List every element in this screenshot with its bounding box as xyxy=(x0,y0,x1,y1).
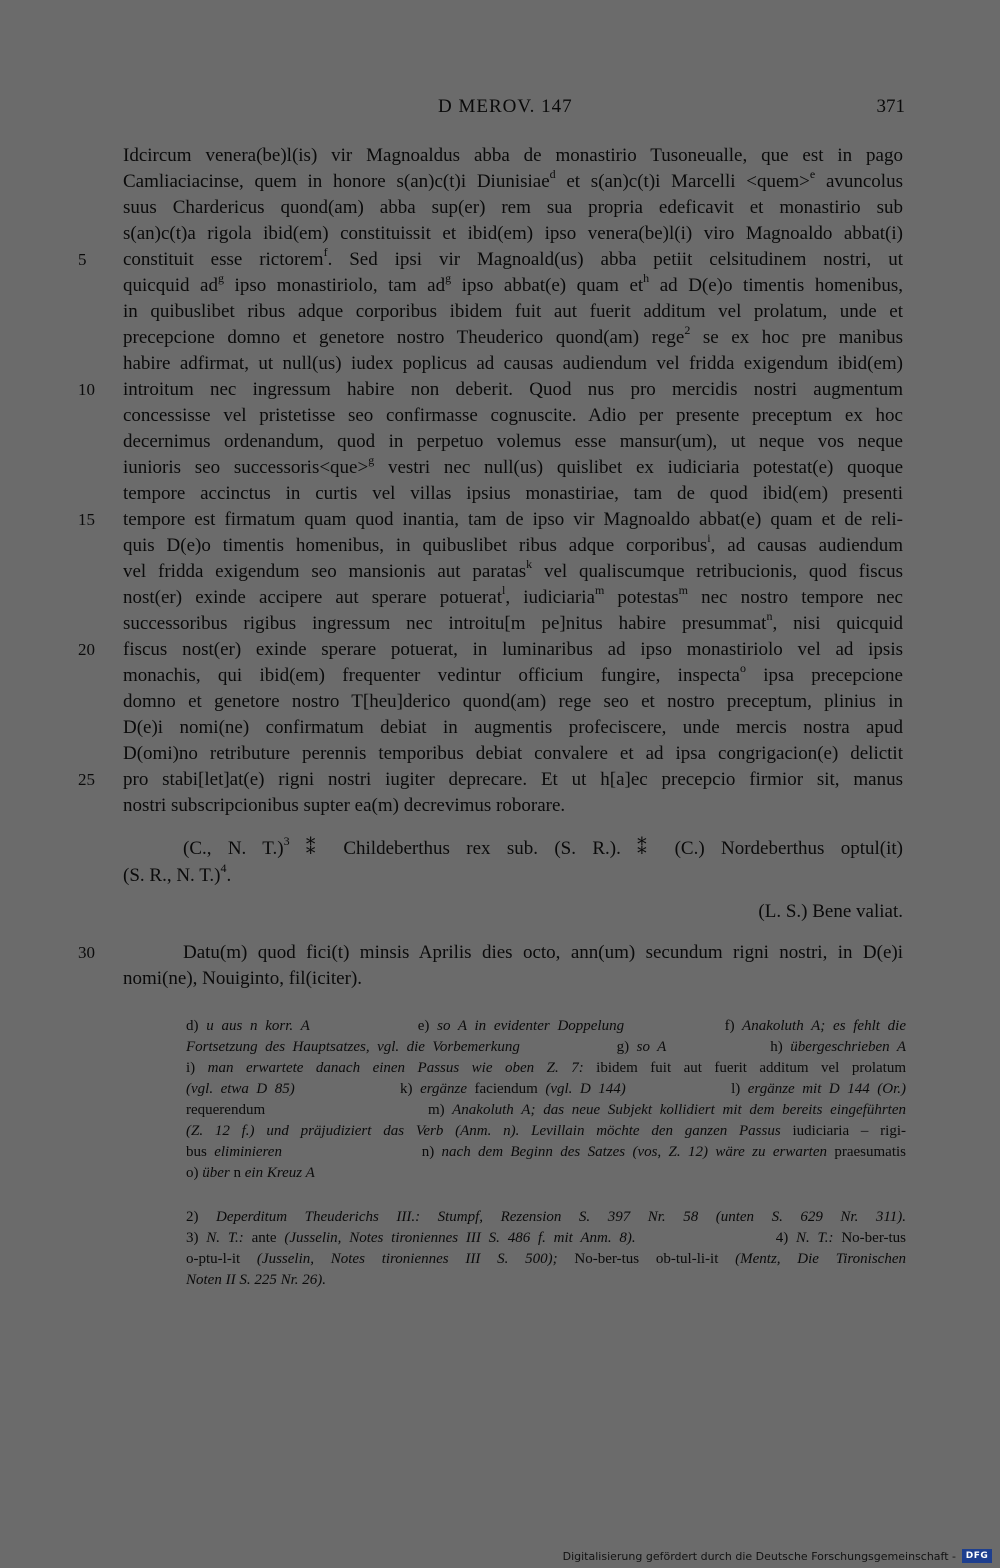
text-line: tempore est firmatum quam quod inantia, tam de ipso vir Magnoaldo abbat(e) quam et de reli- xyxy=(123,509,903,530)
text-line: (L. S.) Bene valiat. xyxy=(758,901,903,922)
text-line: D(omi)no retributure perennis temporibus debiat convalere et ad ipsa congrigacion(e) delictit xyxy=(123,743,903,764)
text-line: monachis, qui ibid(em) frequenter vedintur officium fungire, inspecta$^o$ ipsa precepcione xyxy=(123,660,903,686)
text-line: Idcircum venera(be)l(is) vir Magnoaldus abba de monastirio Tusoneualle, que est in pago xyxy=(123,145,903,166)
apparatus-line: bus eliminieren n) nach dem Beginn des Satzes (vos, Z. 12) wäre zu erwarten praesumatis xyxy=(186,1144,906,1160)
text-line: vel fridda exigendum seo mansionis aut paratas$^k$ vel qualiscumque retribucionis, quod fiscus xyxy=(123,556,903,582)
apparatus-line: o) über n ein Kreuz A xyxy=(186,1165,315,1181)
funding-text: Digitalisierung gefördert durch die Deutsche Forschungsgemeinschaft - xyxy=(562,1549,956,1563)
running-title: D MEROV. 147 xyxy=(438,96,573,117)
text-line: successoribus rigibus ingressum nec introitu[m pe]nitus habire presummat$^n$, nisi quicquid xyxy=(123,608,903,634)
text-line: constituit esse rictorem$^f$. Sed ipsi vir Magnoald(us) abba petiit celsitudinem nostri, ut xyxy=(123,244,903,270)
line-number: 15 xyxy=(78,510,95,529)
text-line: suus Chardericus quond(am) abba sup(er) rem sua propria edeficavit et monastirio sub xyxy=(123,197,903,218)
apparatus-line: (vgl. etwa D 85) k) ergänze faciendum (vgl. D 144) l) ergänze mit D 144 (Or.) xyxy=(186,1081,907,1097)
text-line: decernimus ordenandum, quod in perpetuo volemus esse mansur(um), ut neque vos neque xyxy=(123,431,903,452)
text-line: nost(er) exinde accipere aut sperare potuerat$^l$, iudiciaria$^m$ potestas$^m$ nec nostro tempore nec xyxy=(123,582,903,608)
apparatus-line: i) man erwartete danach einen Passus wie oben Z. 7: ibidem fuit aut fuerit additum vel prolatum xyxy=(186,1060,906,1076)
text-line: D(e)i nomi(ne) confirmatum debiat in augmentis profeciscere, unde mercis nostra apud xyxy=(123,717,903,738)
text-line: quis D(e)o timentis homenibus, in quibuslibet ribus adque corporibus$^i$, ad causas audiendum xyxy=(123,530,903,556)
page-number: 371 xyxy=(876,96,905,117)
text-line: domno et genetore nostro T[heu]derico quond(am) rege seo et nostro preceptum, plinius in xyxy=(123,691,903,712)
footnote-line: Noten II S. 225 Nr. 26). xyxy=(186,1272,326,1288)
text-line: Datu(m) quod fici(t) minsis Aprilis dies octo, ann(um) secundum rigni nostri, in D(e)i xyxy=(183,942,903,963)
footnote-line: 3) N. T.: ante (Jusselin, Notes tironiennes III S. 486 f. mit Anm. 8). 4) N. T.: No-ber-tus xyxy=(186,1230,907,1246)
text-line: fiscus nost(er) exinde sperare potuerat, in luminaribus ad ipso monastiriolo vel ad ipsis xyxy=(123,639,903,660)
text-line: Camliaciacinse, quem in honore s(an)c(t)i Diunisiae$^d$ et s(an)c(t)i Marcelli <quem>$^e$ avuncolus xyxy=(123,166,903,192)
footnote-line: 2) Deperditum Theuderichs III.: Stumpf, Rezension S. 397 Nr. 58 (unten S. 629 Nr. 311). xyxy=(186,1209,906,1225)
text-line: tempore accinctus in curtis vel villas ipsius monastiriae, tam de quod ibid(em) presenti xyxy=(123,483,903,504)
line-number: 30 xyxy=(78,943,95,962)
apparatus-line: d) u aus n korr. A e) so A in evidenter Doppelung f) Anakoluth A; es fehlt die xyxy=(186,1018,906,1034)
text-line: (C., N. T.)$^3$ ⁑ Childeberthus rex sub. (S. R.). ⁑ (C.) Nordeberthus optul(it) xyxy=(183,833,904,859)
text-line: pro stabi[let]at(e) rigni nostri iugiter deprecare. Et ut h[a]ec precepcio firmior sit, manus xyxy=(123,769,903,790)
apparatus-line: (Z. 12 f.) und präjudiziert das Verb (Anm. n). Levillain möchte den ganzen Passus iudiciaria – rigi- xyxy=(186,1123,906,1139)
text-line: nomi(ne), Nouiginto, fil(iciter). xyxy=(123,968,363,989)
text-line: introitum nec ingressum habire non deberit. Quod nus pro mercidis nostri augmentum xyxy=(123,379,903,400)
dfg-logo: DFG xyxy=(962,1549,992,1563)
footnote-line: o-ptu-l-it (Jusselin, Notes tironiennes III S. 500); No-ber-tus ob-tul-li-it (Mentz, Die Tironischen xyxy=(186,1251,906,1267)
text-line: iunioris seo successoris<que>$^g$ vestri nec null(us) quislibet ex iudiciaria potestat(e) quoque xyxy=(123,452,903,478)
text-line: habire adfirmat, ut null(us) iudex poplicus ad causas audiendum vel fridda exigendum ibid(em) xyxy=(123,353,903,374)
text-line: precepcione domno et genetore nostro Theuderico quond(am) rege$^2$ se ex hoc pre manibus xyxy=(123,322,903,348)
running-header xyxy=(120,96,905,122)
text-line: nostri subscripcionibus supter ea(m) decrevimus roborare. xyxy=(123,795,566,816)
apparatus-line: Fortsetzung des Hauptsatzes, vgl. die Vorbemerkung g) so A h) übergeschrieben A xyxy=(186,1039,906,1055)
line-number: 25 xyxy=(78,770,95,789)
text-line: quicquid $ad^g$ ipso monastiriolo, tam $ad^g$ ipso abbat(e) quam $et^h$ ad D(e)o timentis homenibus, xyxy=(123,270,903,296)
line-number: 5 xyxy=(78,250,87,269)
text-line: s(an)c(t)a rigola ibid(em) constituissit et ibid(em) ipso venera(be)l(i) viro Magnoaldo abbat(i) xyxy=(123,223,903,244)
apparatus-line: requerendum m) Anakoluth A; das neue Subjekt kollidiert mit dem bereits eingeführten xyxy=(186,1102,907,1118)
text-line: in quibuslibet ribus adque corporibus ibidem fuit aut fuerit additum vel prolatum, unde et xyxy=(123,301,903,322)
funding-footer xyxy=(563,1548,992,1564)
text-line: (S. R., N. T.)$^4$. xyxy=(123,860,232,886)
text-line: concessisse vel pristetisse seo confirmasse cognuscite. Adio per presente preceptum ex hoc xyxy=(123,405,903,426)
line-number: 10 xyxy=(78,380,95,399)
line-number: 20 xyxy=(78,640,95,659)
